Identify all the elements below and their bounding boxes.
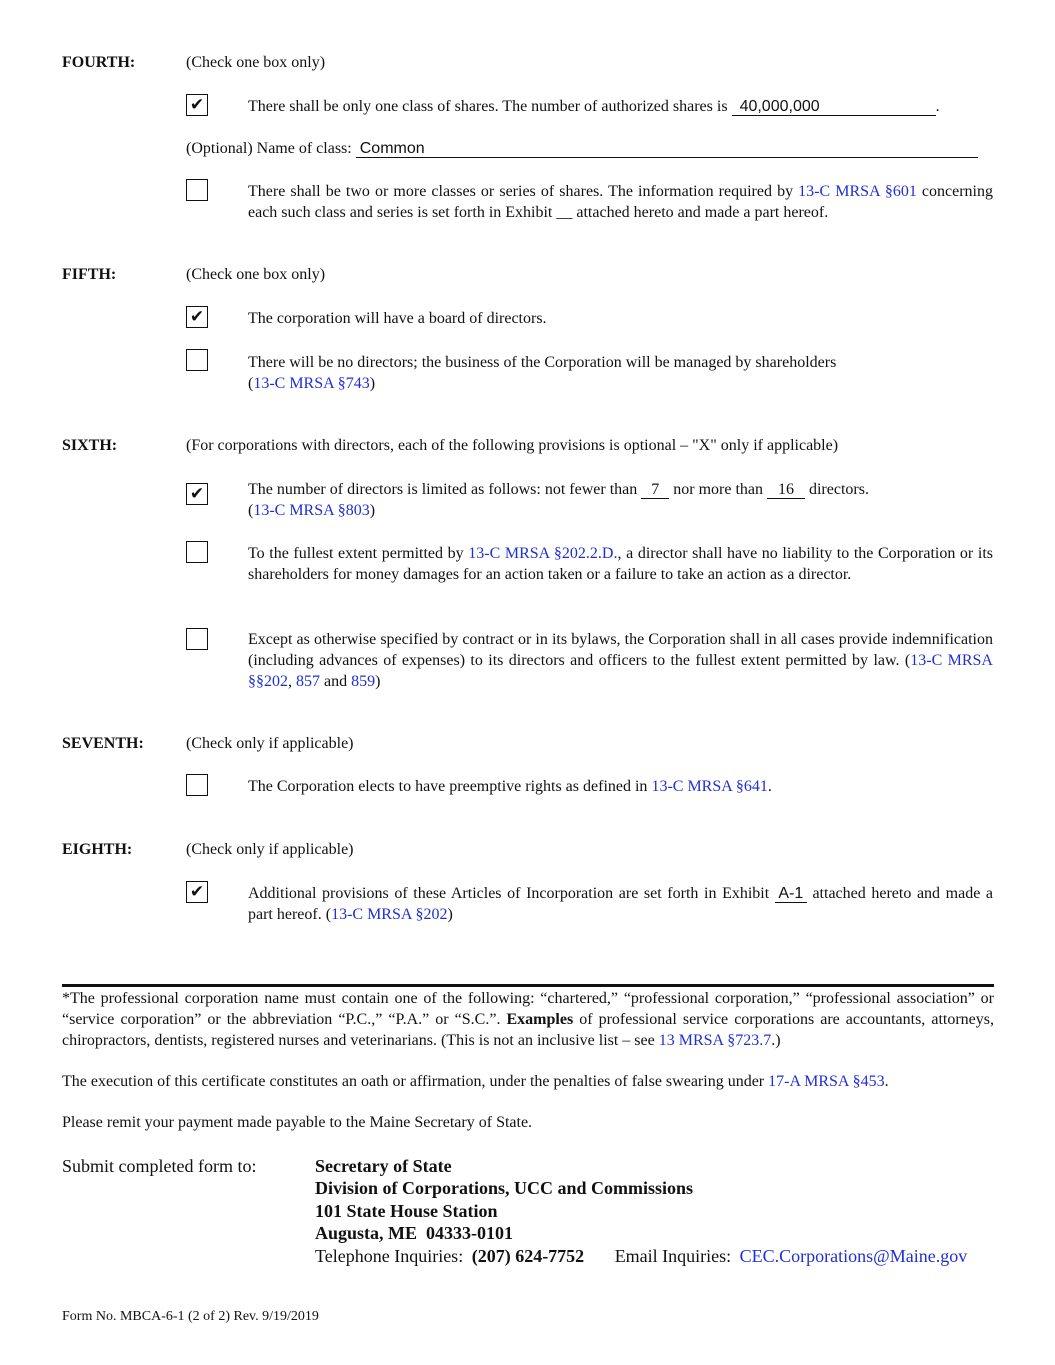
section-label-eighth: EIGHTH: (62, 841, 133, 858)
section-label-sixth: SIXTH: (62, 437, 118, 454)
section-instruction-sixth: (For corporations with directors, each of the following provisions is optional – "X" only if applicable) (186, 437, 839, 454)
link-859[interactable]: 859 (351, 673, 376, 690)
fifth-option-board-text: The corporation will have a board of directors. (248, 310, 547, 327)
period: . (767, 778, 772, 795)
link-13c-601[interactable]: 13-C MRSA §601 (798, 183, 917, 200)
class-name-label: (Optional) Name of class: (186, 140, 352, 157)
sixth-option-no-liability (248, 543, 993, 585)
footnote-text: *The professional corporation name must contain one of the following: “chartered,” “professional corporation,” “professional association” or “service corporation” or the abbreviation “P.C.,” “P.A.” or “S.C.”. (62, 990, 994, 1028)
checkmark-icon: ✔ (189, 484, 205, 504)
seventh-option-text: The Corporation elects to have preemptive rights as defined in (248, 778, 648, 795)
separator: and (320, 673, 352, 690)
link-857[interactable]: 857 (296, 673, 320, 690)
address-line-3: 101 State House Station (315, 1201, 498, 1221)
sixth-option-indemnification (248, 629, 993, 692)
email-label: Email Inquiries: (614, 1246, 732, 1266)
address-line-1: Secretary of State (315, 1156, 452, 1176)
oath-statement (62, 1071, 889, 1092)
checkmark-icon: ✔ (189, 307, 205, 327)
eighth-option-text: Additional provisions of these Articles of Incorporation are set forth in Exhibit (248, 885, 770, 902)
sixth-option-one-text: The number of directors is limited as follows: not fewer than (248, 481, 638, 498)
contact-row (315, 1245, 967, 1268)
footnote-text-b: of professional service corporations are accountants, attorneys, chiropractors, dentists, registered nurses and veterinarians. (This is not an inclusive list – see (62, 1011, 995, 1049)
address-line-4: Augusta, ME 04333-0101 (315, 1223, 514, 1243)
fourth-option-two-text-cont: concerning each such class and series is set forth in Exhibit __ attached hereto and made a part hereof. (248, 183, 993, 221)
link-17a-453[interactable]: 17-A MRSA §453 (768, 1073, 885, 1090)
section-instruction-eighth: (Check only if applicable) (186, 841, 354, 858)
paren-close: ) (447, 906, 453, 923)
email-link[interactable]: CEC.Corporations@Maine.gov (739, 1246, 968, 1266)
checkbox-fourth-one-class[interactable] (186, 94, 208, 116)
period: . (884, 1073, 889, 1090)
checkbox-fifth-no-directors[interactable] (186, 349, 208, 371)
payment-note: Please remit your payment made payable to the Maine Secretary of State. (62, 1114, 533, 1131)
checkbox-seventh-preemptive[interactable] (186, 774, 208, 796)
paren-open: ( (248, 502, 254, 519)
fourth-option-one-class (248, 96, 940, 117)
sixth-option-two-text-b: , a director shall have no liability to the Corporation or its shareholders for money damages for an action taken or a failure to take an action as a director. (248, 545, 993, 583)
footnote-end: .) (771, 1032, 781, 1049)
oath-text: The execution of this certificate constitutes an oath or affirmation, under the penalties of false swearing under (62, 1073, 765, 1090)
section-instruction-fifth: (Check one box only) (186, 266, 326, 283)
fourth-option-one-text: There shall be only one class of shares. The number of authorized shares is (248, 98, 728, 115)
checkbox-fourth-multi-class[interactable] (186, 179, 208, 201)
sixth-option-one-text-c: directors. (808, 481, 869, 498)
period: . (935, 98, 940, 115)
paren-close: ) (369, 375, 376, 392)
footnote-examples: Examples (506, 1011, 574, 1028)
checkbox-sixth-indemnification[interactable] (186, 628, 208, 650)
sixth-option-two-text: To the fullest extent permitted by (248, 545, 464, 562)
sixth-option-one-text-b: nor more than (673, 481, 763, 498)
max-directors-field[interactable]: 16 (767, 481, 805, 499)
phone-label: Telephone Inquiries: (315, 1246, 464, 1266)
min-directors-field[interactable]: 7 (641, 481, 669, 499)
eighth-option-additional (248, 883, 993, 925)
sixth-option-director-count (248, 479, 993, 521)
link-13c-641[interactable]: 13-C MRSA §641 (651, 778, 768, 795)
link-13c-803[interactable]: 13-C MRSA §803 (253, 502, 370, 519)
section-label-fourth: FOURTH: (62, 54, 136, 71)
fifth-option-two-text: There will be no directors; the business of the Corporation will be managed by shareholders (248, 354, 837, 371)
sixth-option-three-text: Except as otherwise specified by contract or in its bylaws, the Corporation shall in all cases provide indemnification (including advances of expenses) to its directors and officers to the fullest extent permitted by law. ( (248, 631, 993, 669)
section-instruction-fourth: (Check one box only) (186, 54, 326, 71)
checkmark-icon: ✔ (189, 882, 205, 902)
footnote (62, 988, 994, 1051)
submit-label: Submit completed form to: (62, 1156, 257, 1176)
checkbox-fifth-board[interactable] (186, 306, 208, 328)
form-number: Form No. MBCA-6-1 (2 of 2) Rev. 9/19/2019 (62, 1309, 319, 1324)
address-line-2: Division of Corporations, UCC and Commissions (315, 1178, 694, 1198)
section-label-seventh: SEVENTH: (62, 735, 144, 752)
link-13c-743[interactable]: 13-C MRSA §743 (253, 375, 370, 392)
checkbox-sixth-no-liability[interactable] (186, 541, 208, 563)
checkmark-icon: ✔ (189, 95, 205, 115)
authorized-shares-field[interactable]: 40,000,000 (732, 98, 936, 116)
link-13c-202[interactable]: 13-C MRSA §§202 (248, 652, 993, 690)
fifth-option-no-directors (248, 352, 993, 394)
exhibit-field[interactable]: A-1 (775, 885, 807, 903)
section-label-fifth: FIFTH: (62, 266, 117, 283)
fourth-option-two-text: There shall be two or more classes or series of shares. The information required by (248, 183, 794, 200)
seventh-option-preemptive (248, 776, 772, 797)
fourth-option-multi-class (248, 181, 993, 223)
phone-number: (207) 624-7752 (471, 1246, 585, 1266)
eighth-option-text-b: attached hereto and made a part hereof. ( (248, 885, 994, 923)
class-name-row (186, 138, 978, 159)
section-instruction-seventh: (Check only if applicable) (186, 735, 354, 752)
link-13c-202-eighth[interactable]: 13-C MRSA §202 (331, 906, 448, 923)
paren-open: ( (248, 375, 254, 392)
class-name-field[interactable]: Common (356, 140, 978, 158)
checkbox-sixth-director-count[interactable] (186, 483, 208, 505)
separator: , (288, 673, 296, 690)
link-13c-202-2-d[interactable]: 13-C MRSA §202.2.D. (468, 545, 618, 562)
paren-close: ) (375, 673, 381, 690)
link-13-723-7[interactable]: 13 MRSA §723.7 (658, 1032, 772, 1049)
paren-close: ) (369, 502, 376, 519)
section-divider (62, 984, 994, 987)
checkbox-eighth-additional[interactable] (186, 881, 208, 903)
